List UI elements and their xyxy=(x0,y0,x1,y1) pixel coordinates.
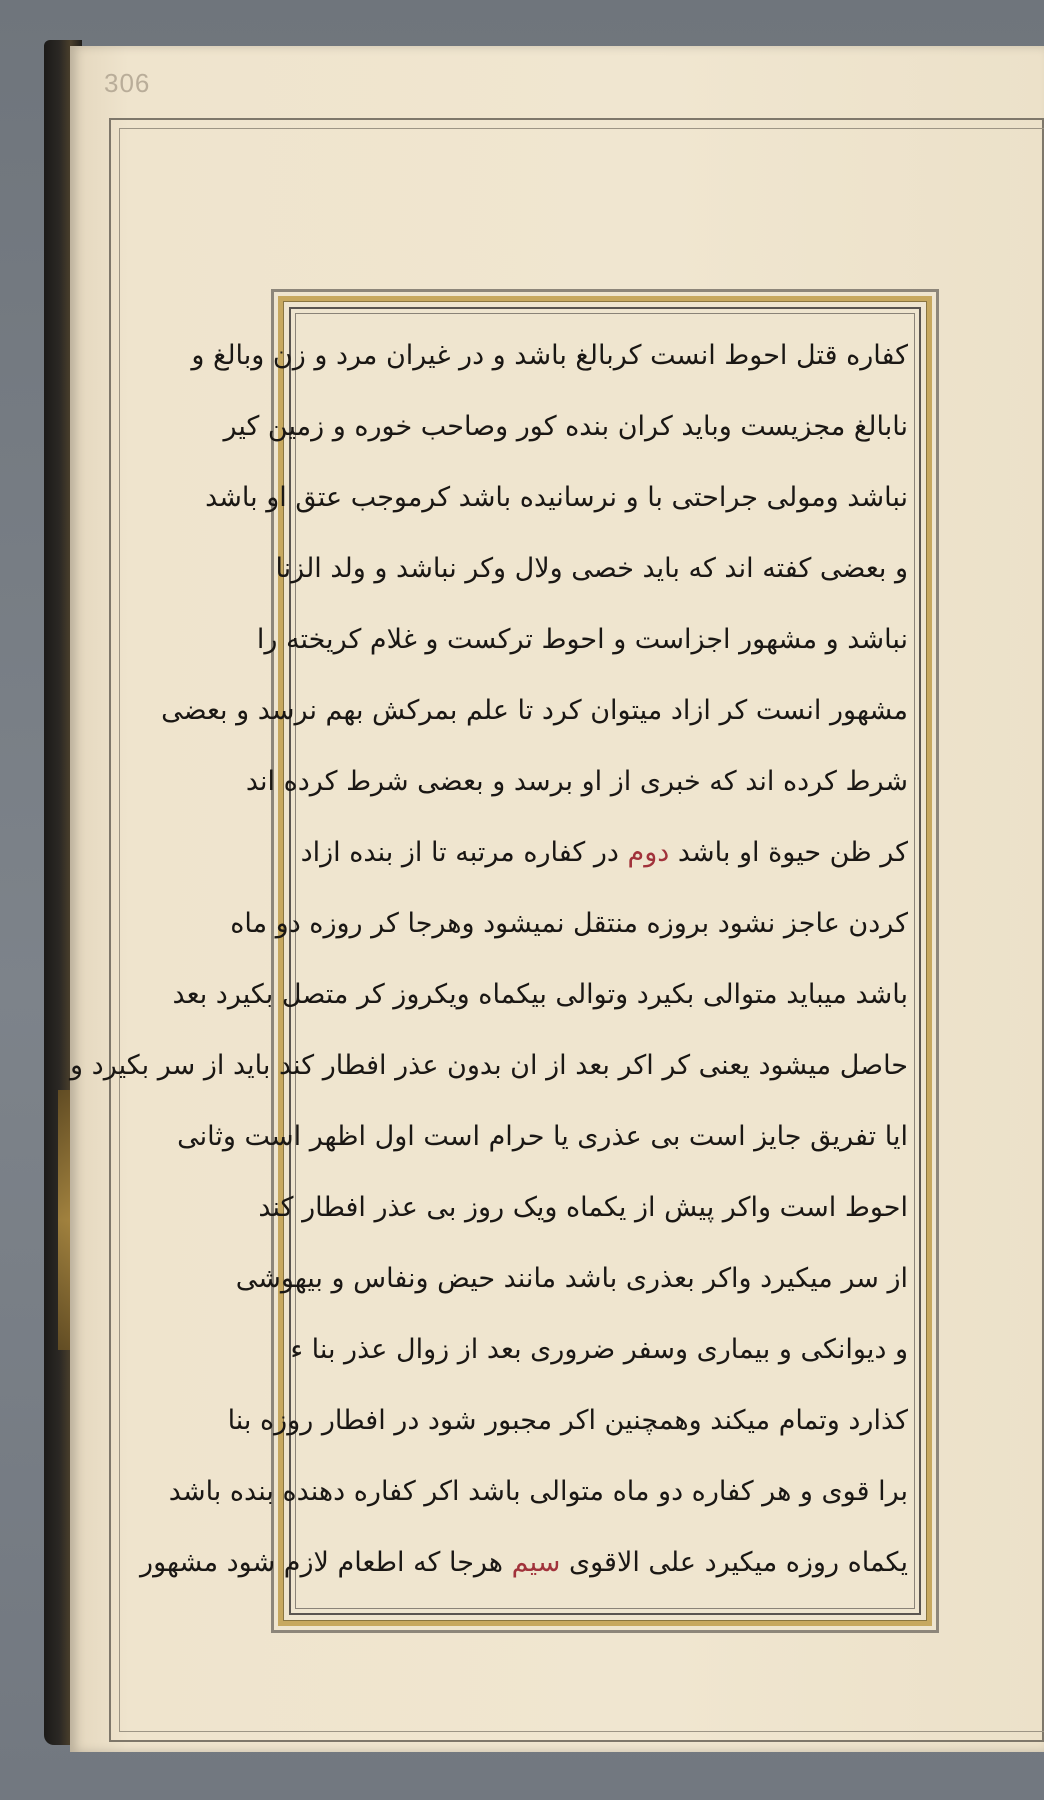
text-line: کفاره قتل احوط انست کربالغ باشد و در غیران مرد و زن وبالغ و xyxy=(191,340,908,371)
text-line: احوط است واکر پیش از یکماه ویک روز بی عذر افطار کند xyxy=(258,1192,908,1223)
text-line: برا قوی و هر کفاره دو ماه متوالی باشد اکر کفاره دهنده بنده باشد xyxy=(168,1476,908,1507)
text-line: نباشد و مشهور اجزاست و احوط ترکست و غلام کریخته را xyxy=(256,624,908,655)
text-line: باشد میباید متوالی بکیرد وتوالی بیکماه ویکروز کر متصل بکیرد بعد xyxy=(172,979,908,1010)
text-line: مشهور انست کر ازاد میتوان کرد تا علم بمرکش بهم نرسد و بعضی xyxy=(161,695,908,726)
text-line: نباشد ومولی جراحتی با و نرسانیده باشد کرموجب عتق او باشد xyxy=(205,482,908,513)
text-line: کردن عاجز نشود بروزه منتقل نمیشود وهرجا کر روزه دو ماه xyxy=(230,908,908,939)
text-line: کر ظن حیوة او باشد دوم در کفاره مرتبه تا از بنده ازاد xyxy=(300,837,908,868)
text-frame xyxy=(70,289,939,1633)
manuscript-page xyxy=(70,46,1044,1752)
rubric-heading: دوم xyxy=(627,837,670,868)
text-line: نابالغ مجزیست وباید کران بنده کور وصاحب خوره و زمین کیر xyxy=(223,411,908,442)
text-line: یکماه روزه میکیرد علی الاقوی سیم هرجا که اطعام لازم شود مشهور xyxy=(140,1547,908,1578)
text-line: حاصل میشود یعنی کر اکر بعد از ان بدون عذر افطار کند باید از سر بکیرد و xyxy=(70,1050,908,1081)
text-line: و بعضی کفته اند که باید خصی ولال وکر نباشد و ولد الزنا xyxy=(275,553,908,584)
rubric-heading: سیم xyxy=(511,1547,561,1578)
text-line: و دیوانکی و بیماری وسفر ضروری بعد از زوال عذر بنا ء xyxy=(290,1334,908,1365)
text-line: کذارد وتمام میکند وهمچنین اکر مجبور شود در افطار روزه بنا xyxy=(227,1405,908,1436)
text-block xyxy=(70,326,908,1596)
text-line: ایا تفریق جایز است بی عذری یا حرام است اول اظهر است وثانی xyxy=(177,1121,908,1152)
folio-number: 306 xyxy=(104,68,151,98)
text-line: شرط کرده اند که خبری از او برسد و بعضی شرط کرده اند xyxy=(245,766,908,797)
text-line: از سر میکیرد واکر بعذری باشد مانند حیض ونفاس و بیهوشی xyxy=(235,1263,908,1294)
